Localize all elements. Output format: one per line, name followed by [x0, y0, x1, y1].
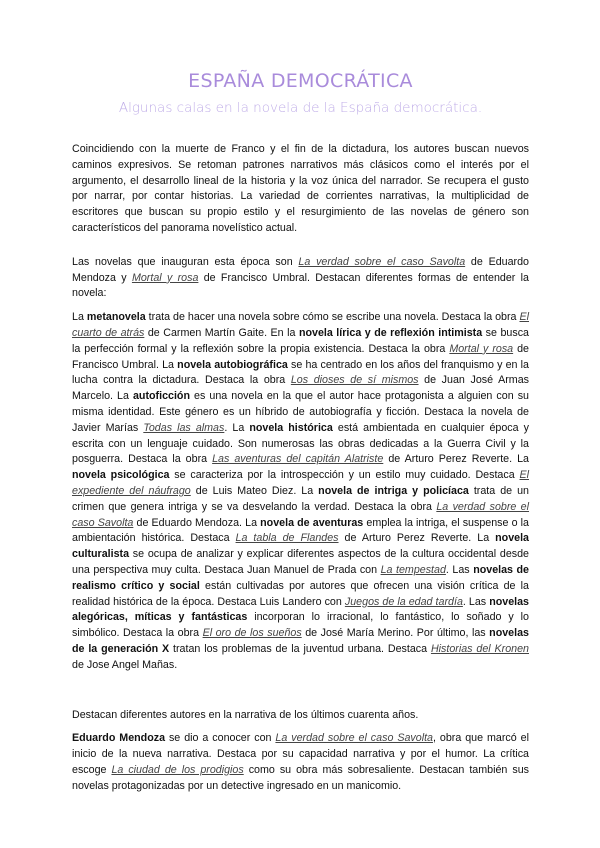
text: está ambientada en cualquier época y escrita con un lenguaje cuidado. Son numerosas las obras dedicadas a la Guerra Civil y la posguerra. Destaca la obra — [72, 421, 530, 466]
inaugura-paragraph — [72, 255, 529, 302]
text: incorporan lo irracional, lo fantástico, lo soñado y lo simbólico. Destaca la obra — [72, 611, 529, 640]
text: . Las — [462, 595, 490, 608]
intro-paragraph: Coincidiendo con la muerte de Franco y el fin de la dictadura, los autores buscan nuevos caminos expresivos. Se retoman patrones narrativos más clásicos como el interés por el argumento, el desarrollo lineal de la historia y la voz única del narrador. Se recupera el gusto por narrar, por contar historias. La variedad de corrientes narrativas, la multiplicidad de escritores que buscan su propio estilo y el resurgimiento de las novelas de género son característicos del panorama novelístico actual. — [72, 143, 529, 234]
text: . Las — [445, 563, 474, 576]
genre-term: novela lírica y de reflexión intimista — [298, 326, 483, 339]
text: se ha centrado en los años del franquismo y en la lucha contra la dictadura. Destaca la obra — [72, 358, 529, 387]
work-title: Juegos de la edad tardía — [344, 595, 463, 608]
text: de Luis Mateo Diez. La — [190, 484, 319, 497]
text: se caracteriza por la introspección y un estilo muy cuidado. Destaca — [169, 469, 520, 482]
work-title: El expediente del náufrago — [72, 469, 529, 497]
genre-term: novela histórica — [249, 421, 333, 434]
text: de Francisco Umbral. Destacan diferentes formas de entender la novela: — [72, 271, 529, 300]
text: como su obra más sobresaliente. Destacan también sus novelas protagonizadas por un detective ingresado en un manicomio. — [72, 763, 529, 792]
autores-paragraph: Destacan diferentes autores en la narrativa de los últimos cuarenta años. — [72, 708, 419, 721]
text: de Carmen Martín Gaite. En la — [144, 326, 299, 339]
work-title: La ciudad de los prodigios — [111, 763, 244, 776]
text: se dio a conocer con — [165, 732, 276, 745]
work-title: El oro de los sueños — [202, 627, 302, 640]
text: emplea la intriga, el suspense o la ambientación histórica. Destaca — [72, 516, 529, 545]
formas-paragraph — [72, 310, 529, 673]
genre-term: novela psicológica — [72, 469, 170, 482]
genre-term: novela de aventuras — [260, 516, 364, 529]
text: de Jose Angel Mañas. — [72, 658, 178, 671]
text: Las novelas que inauguran esta época son — [72, 255, 299, 268]
genre-term: novelas de la generación X — [72, 627, 529, 655]
page-subtitle: Algunas calas en la novela de la España democrática. — [118, 100, 483, 116]
text: de José María Merino. Por último, las — [301, 627, 490, 640]
work-title: Todas las almas — [143, 421, 225, 434]
genre-term: novelas de realismo crítico y social — [72, 563, 529, 592]
work-title: La tempestad — [380, 563, 446, 576]
text: tratan los problemas de la juventud urbana. Destaca — [169, 642, 431, 655]
work-title: El cuarto de atrás — [72, 311, 529, 339]
text: de Francisco Umbral. La — [72, 342, 529, 371]
genre-term: novela culturalista — [72, 532, 529, 561]
text: , obra que marcó el inicio de la nueva narrativa. Destaca por su capacidad narrativa y por el humor. La crítica escoge — [72, 732, 529, 776]
text: de Arturo Perez Reverte. La — [383, 453, 530, 466]
mendoza-paragraph — [72, 731, 529, 794]
text: de Eduardo Mendoza y — [72, 255, 529, 284]
text: de Eduardo Mendoza. La — [133, 516, 261, 529]
text: de Juan José Armas Marcelo. La — [72, 374, 529, 403]
work-title: La verdad sobre el caso Savolta — [72, 500, 530, 529]
page-title: ESPAÑA DEMOCRÁTICA — [188, 70, 413, 92]
text: trata de hacer una novela sobre cómo se escribe una novela. Destaca la obra — [145, 311, 520, 324]
genre-term: metanovela — [86, 311, 146, 324]
work-title: Los dioses de sí mismos — [290, 374, 419, 387]
text: trata de un crimen que genera intriga y se va desvelando la verdad. Destaca la obra — [72, 484, 529, 513]
text: se ocupa de analizar y explicar diferentes aspectos de la cultura occidental desde una perspectiva muy culta. Destaca Juan Manuel de Prada con — [72, 548, 529, 576]
work-title: Mortal y rosa — [449, 342, 514, 355]
work-title: Las aventuras del capitán Alatriste — [212, 453, 384, 466]
text: están cultivadas por autores que ofrecen una visión crítica de la realidad histórica de la época. Destaca Luis Landero con — [72, 579, 529, 608]
text: . La — [224, 421, 250, 434]
author-name: Eduardo Mendoza — [72, 732, 166, 745]
text: de Arturo Perez Reverte. La — [338, 532, 496, 545]
genre-term: novela de intriga y policíaca — [318, 484, 469, 497]
work-title: La verdad sobre el caso Savolta — [298, 255, 466, 268]
text: La — [72, 311, 87, 324]
work-title: Historias del Kronen — [430, 642, 529, 655]
text: es una novela en la que el autor hace protagonista a alguien con su misma identidad. Este género es un híbrido de autobiografía y ficción. Destaca la novela de Javier Marías — [72, 390, 529, 434]
genre-term: novelas alegóricas, míticas y fantásticas — [72, 595, 530, 624]
text: se busca la perfección formal y la reflexión sobre la propia existencia. Destaca la obra — [72, 326, 529, 355]
genre-term: novela autobiográfica — [177, 358, 288, 371]
genre-term: autoficción — [132, 390, 190, 403]
work-title: La verdad sobre el caso Savolta — [275, 732, 433, 745]
work-title: Mortal y rosa — [131, 271, 199, 284]
work-title: La tabla de Flandes — [235, 532, 339, 545]
